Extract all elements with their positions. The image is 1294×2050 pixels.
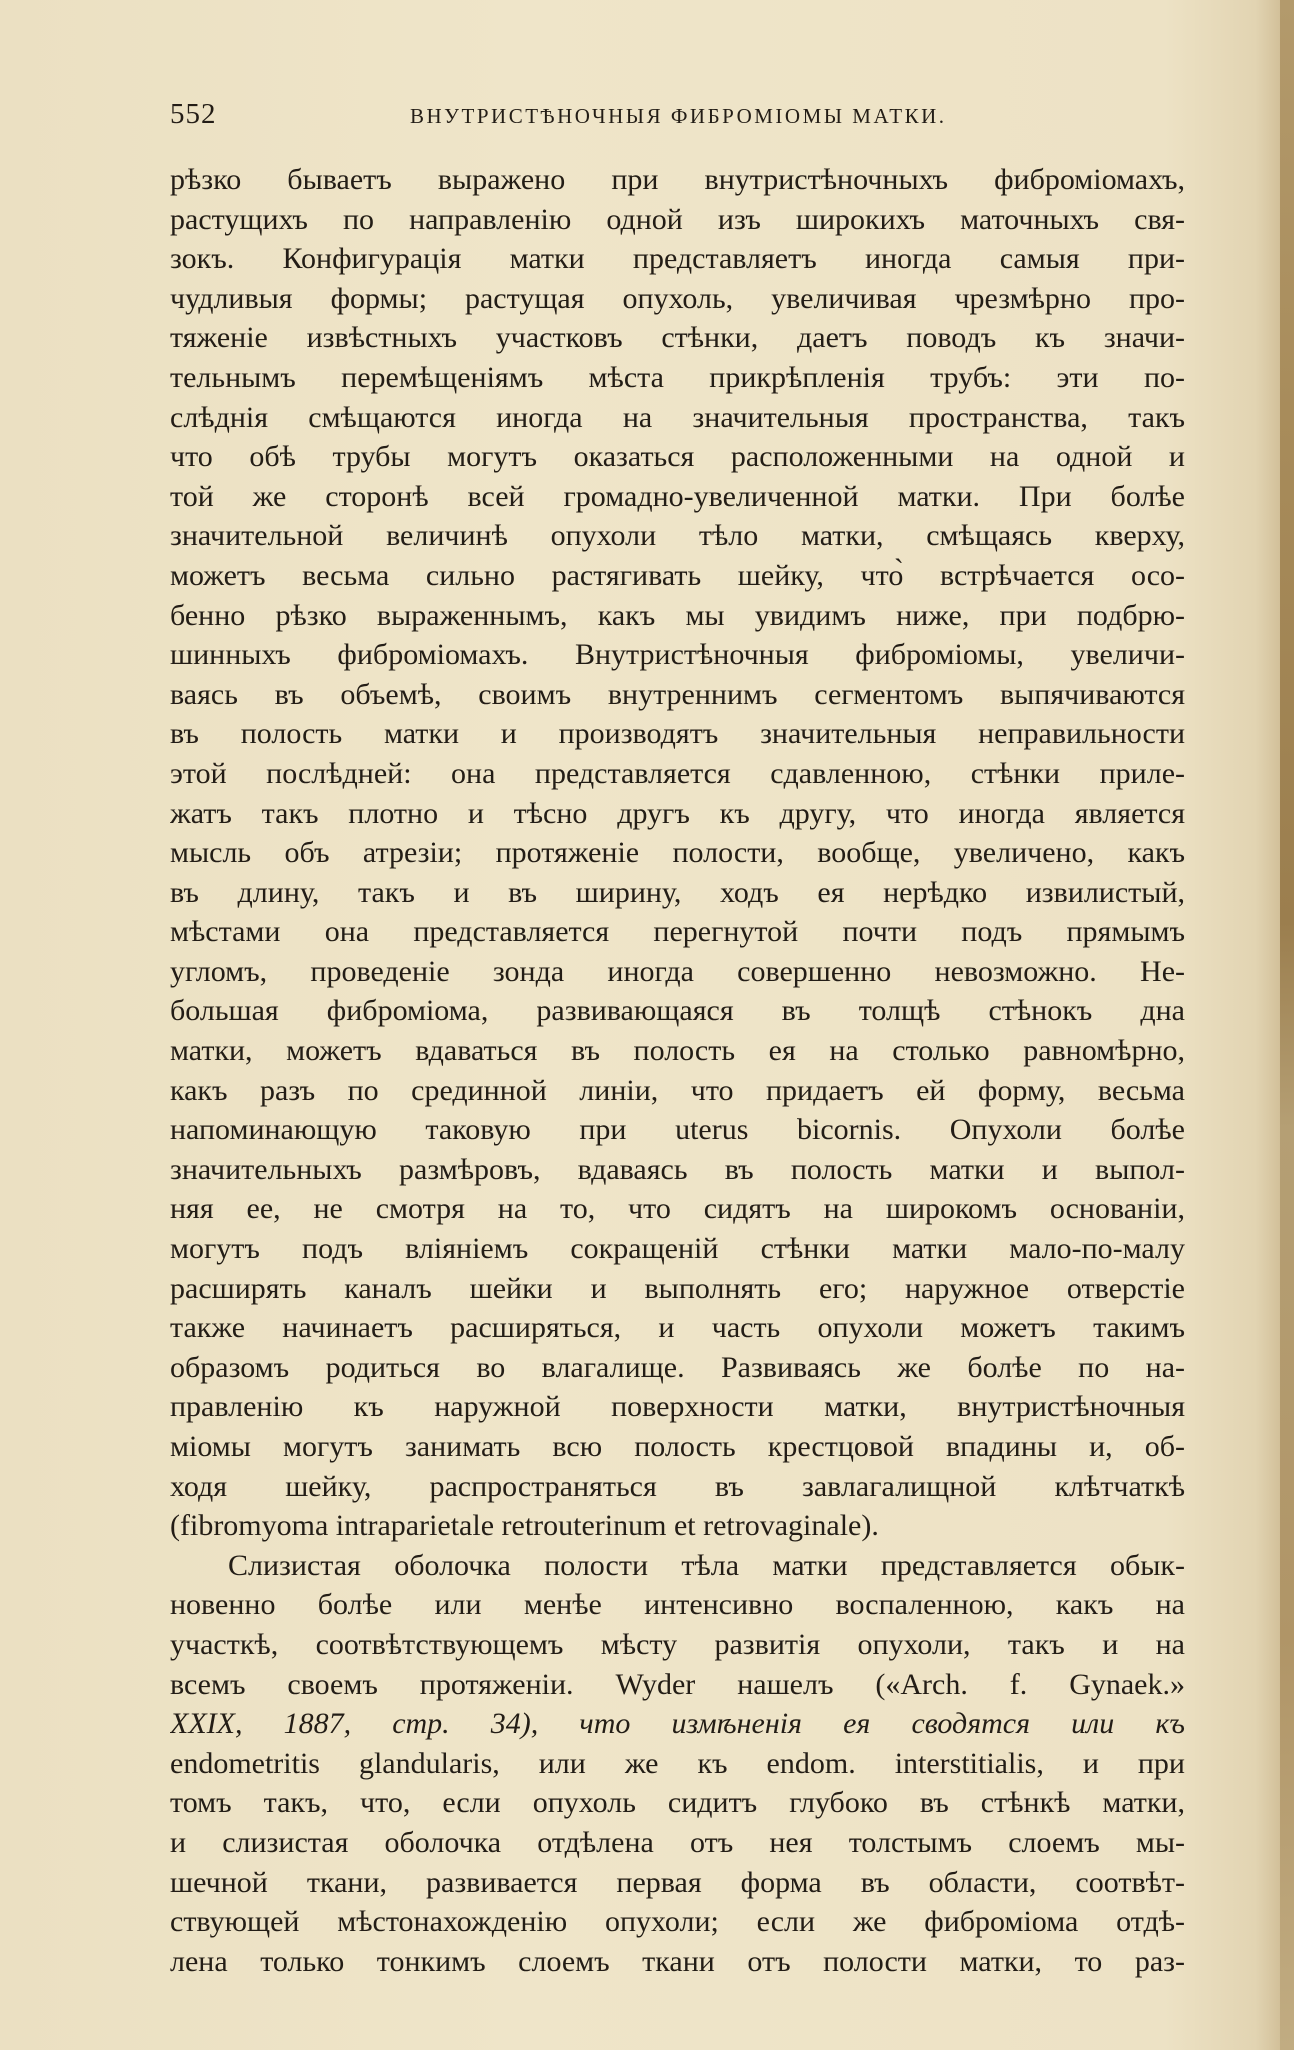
text-line: слѣднія смѣщаются иногда на значительныя пространства, такъ <box>170 400 1185 434</box>
text-line: правленію къ наружной поверхности матки, внутристѣночныя <box>170 1390 1185 1424</box>
text-line: бенно рѣзко выраженнымъ, какъ мы увидимъ ниже, при подбрю- <box>170 598 1185 632</box>
text-line: можетъ весьма сильно растягивать шейку, что̀ встрѣчается осо- <box>170 558 1185 592</box>
text-line: всемъ своемъ протяженіи. Wyder нашелъ («Arch. f. Gynaek.» <box>170 1667 1185 1701</box>
text-line: няя ее, не смотря на то, что сидятъ на широкомъ основаніи, <box>170 1192 1185 1226</box>
text-line: шинныхъ фиброміомахъ. Внутристѣночныя фиброміомы, увеличи- <box>170 638 1185 672</box>
text-line: значительныхъ размѣровъ, вдаваясь въ полость матки и выпол- <box>170 1152 1185 1186</box>
text-line: образомъ родиться во влагалище. Развиваясь же болѣе по на- <box>170 1350 1185 1384</box>
text-line: ваясь въ объемѣ, своимъ внутреннимъ сегментомъ выпячиваются <box>170 677 1185 711</box>
text-line: и слизистая оболочка отдѣлена отъ нея толстымъ слоемъ мы- <box>170 1825 1185 1859</box>
text-line: чудливыя формы; растущая опухоль, увеличивая чрезмѣрно про- <box>170 281 1185 315</box>
text-line: большая фиброміома, развивающаяся въ толщѣ стѣнокъ дна <box>170 994 1185 1028</box>
text-line: ходя шейку, распространяться въ завлагалищной клѣтчаткѣ <box>170 1469 1185 1503</box>
text-line-paragraph-start: Слизистая оболочка полости тѣла матки представляется обык- <box>228 1548 1185 1582</box>
text-line: тельнымъ перемѣщеніямъ мѣста прикрѣпленія трубъ: эти по- <box>170 360 1185 394</box>
text-line: жатъ такъ плотно и тѣсно другъ къ другу, что иногда является <box>170 796 1185 830</box>
body-text <box>170 160 1185 1981</box>
page-header <box>170 98 1180 138</box>
text-line: участкѣ, соотвѣтствующемъ мѣсту развитія опухоли, такъ и на <box>170 1627 1185 1661</box>
text-line: шечной ткани, развивается первая форма въ области, соотвѣт- <box>170 1865 1185 1899</box>
text-line: ствующей мѣстонахожденію опухоли; если же фиброміома отдѣ- <box>170 1905 1185 1939</box>
text-line: растущихъ по направленію одной изъ широкихъ маточныхъ свя- <box>170 202 1185 236</box>
text-line: мысль объ атрезіи; протяженіе полости, вообще, увеличено, какъ <box>170 836 1185 870</box>
text-line: этой послѣдней: она представляется сдавленною, стѣнки приле- <box>170 756 1185 790</box>
text-line: значительной величинѣ опухоли тѣло матки, смѣщаясь кверху, <box>170 519 1185 553</box>
text-line: также начинаетъ расширяться, и часть опухоли можетъ такимъ <box>170 1311 1185 1345</box>
text-line: что обѣ трубы могутъ оказаться расположенными на одной и <box>170 440 1185 474</box>
text-line: въ длину, такъ и въ ширину, ходъ ея нерѣдко извилистый, <box>170 875 1185 909</box>
running-title: ВНУТРИСТѢНОЧНЫЯ ФИБРОМІОМЫ МАТКИ. <box>410 104 947 128</box>
text-line: зокъ. Конфигурація матки представляетъ иногда самыя при- <box>170 242 1185 276</box>
text-line: рѣзко бываетъ выражено при внутристѣночныхъ фиброміомахъ, <box>170 163 1185 196</box>
text-line: матки, можетъ вдаваться въ полость ея на столько равномѣрно, <box>170 1034 1185 1068</box>
text-line: какъ разъ по срединной линіи, что придаетъ ей форму, весьма <box>170 1073 1185 1107</box>
text-line: той же сторонѣ всей громадно-увеличенной матки. При болѣе <box>170 479 1185 513</box>
text-line: новенно болѣе или менѣе интенсивно воспаленною, какъ на <box>170 1588 1185 1622</box>
text-line: тяженіе извѣстныхъ участковъ стѣнки, даетъ поводъ къ значи- <box>170 321 1185 355</box>
text-line: міомы могутъ занимать всю полость крестцовой впадины и, об- <box>170 1430 1185 1463</box>
text-line: напоминающую таковую при uterus bicornis. Опухоли болѣе <box>170 1113 1185 1147</box>
page-edge <box>1280 0 1294 2050</box>
text-line: лена только тонкимъ слоемъ ткани отъ полости матки, то раз- <box>170 1944 1185 1978</box>
text-line: endometritis glandularis, или же къ endom. interstitialis, и при <box>170 1746 1185 1780</box>
text-line: угломъ, проведеніе зонда иногда совершенно невозможно. Не- <box>170 954 1185 988</box>
text-line: въ полость матки и производятъ значительныя неправильности <box>170 717 1185 751</box>
text-line: мѣстами она представляется перегнутой почти подъ прямымъ <box>170 915 1185 949</box>
text-line-paragraph-end: (fibromyoma intraparietale retrouterinum et retrovaginale). <box>170 1509 879 1543</box>
text-line-citation: XXIX, 1887, стр. 34), что измѣненія ея сводятся или къ <box>170 1707 1185 1741</box>
text-line: могутъ подъ вліяніемъ сокращеній стѣнки матки мало-по-малу <box>170 1232 1185 1266</box>
text-line: томъ такъ, что, если опухоль сидитъ глубоко въ стѣнкѣ матки, <box>170 1786 1185 1820</box>
text-line: расширять каналъ шейки и выполнять его; наружное отверстіе <box>170 1271 1185 1305</box>
page-number: 552 <box>170 98 217 130</box>
